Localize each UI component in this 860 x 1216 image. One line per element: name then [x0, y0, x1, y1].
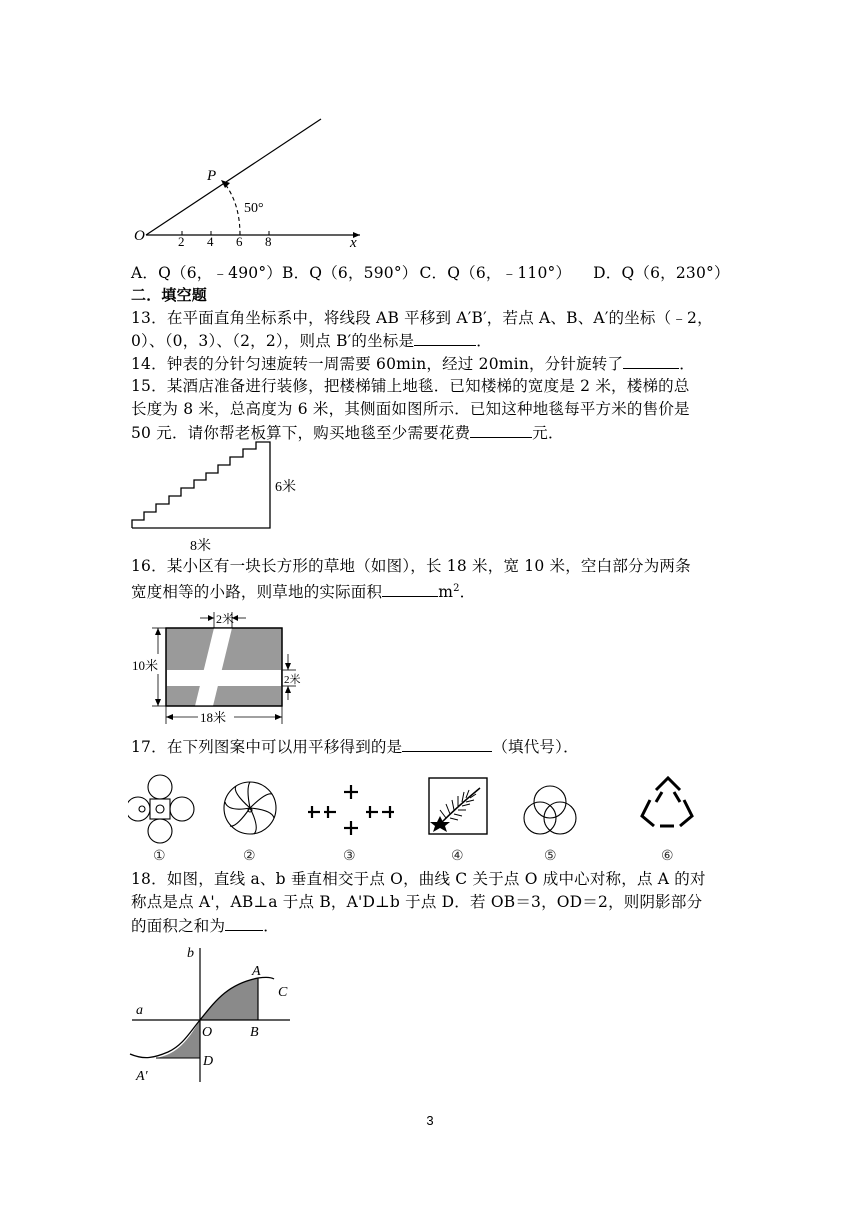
- option-c: C．Q（6，﹣110°）: [419, 264, 572, 282]
- tick-label: 4: [207, 234, 214, 249]
- q13-end: ．: [476, 332, 492, 350]
- q14-end: ．: [679, 355, 695, 373]
- q17-line: [131, 735, 731, 758]
- q18-line1: 18．如图，直线 a、b 垂直相交于点 O，曲线 C 关于点 O 成中心对称，点 A 的对: [131, 870, 706, 888]
- patterns-figure: [128, 770, 728, 866]
- pattern-3-icon: [308, 785, 394, 835]
- option-b: B．Q（6，590°）: [282, 264, 418, 282]
- q15-end: 元．: [532, 424, 564, 442]
- label-B: B: [250, 1025, 259, 1040]
- right-width-label: 2米: [284, 674, 301, 686]
- label-A-prime: A′: [136, 1069, 148, 1084]
- pattern-6-icon: [642, 778, 692, 826]
- answer-blank: [414, 329, 476, 346]
- page-number: 3: [426, 1113, 434, 1128]
- top-width-label: 2米: [216, 612, 235, 626]
- answer-blank: [470, 421, 532, 438]
- pattern-label: ⑥: [661, 849, 674, 864]
- q13-line1: 13．在平面直角坐标系中，将线段 AB 平移到 A′B′，若点 A、B、A′的坐标（﹣2，: [131, 309, 713, 327]
- q15-line2: 长度为 8 米，总高度为 6 米，其侧面如图所示．已知这种地毯每平方米的售价是: [131, 400, 690, 418]
- q16-line2: [131, 578, 731, 603]
- pattern-5-icon: [524, 786, 576, 834]
- pattern-label: ③: [343, 849, 356, 864]
- q18-line3: [131, 914, 731, 937]
- stairs-figure: [128, 440, 308, 558]
- label-C: C: [278, 985, 288, 1000]
- q16-unit: m: [438, 583, 454, 602]
- q18-end: ．: [263, 917, 279, 935]
- label-A: A: [252, 964, 261, 979]
- q13-line2: [131, 329, 731, 352]
- label-O: O: [202, 1025, 213, 1040]
- pattern-2-icon: [224, 782, 276, 834]
- bottom-length-label: 18米: [200, 710, 227, 725]
- lawn-figure: [130, 604, 310, 732]
- angle-label: 50°: [244, 201, 264, 216]
- q14-line: [131, 352, 731, 375]
- answer-blank: [623, 352, 679, 369]
- label-D: D: [203, 1054, 214, 1069]
- angle-figure: [128, 112, 368, 252]
- answer-blank: [382, 580, 438, 597]
- q18-text: 的面积之和为: [131, 917, 226, 935]
- label-b: b: [187, 946, 194, 961]
- pattern-label: ④: [451, 849, 464, 864]
- tick-label: 8: [265, 234, 272, 249]
- section-title: 二．填空题: [131, 286, 208, 304]
- option-a: A．Q（6，﹣490°）: [131, 264, 282, 282]
- height-label: 6米: [275, 480, 296, 495]
- q15-line1: 15．某酒店准备进行装修，把楼梯铺上地毯．已知楼梯的宽度是 2 米，楼梯的总: [131, 377, 690, 395]
- answer-blank: [225, 914, 263, 931]
- length-label: 8米: [190, 539, 211, 554]
- label-o: O: [134, 228, 145, 244]
- tick-label: 2: [178, 234, 185, 249]
- option-d: D．Q（6，230°）: [593, 264, 730, 282]
- q16-sup: 2: [453, 583, 460, 594]
- left-height-label: 10米: [132, 658, 159, 673]
- tick-label: 6: [236, 234, 243, 249]
- pattern-label: ⑤: [544, 849, 557, 864]
- pattern-label: ①: [153, 849, 166, 864]
- pattern-4-icon: [429, 778, 487, 834]
- answer-blank: [402, 735, 492, 752]
- pattern-1-icon: [128, 775, 194, 843]
- q16-line1: 16．某小区有一块长方形的草地（如图），长 18 米，宽 10 米，空白部分为两条: [131, 557, 691, 575]
- pattern-label: ②: [243, 849, 256, 864]
- q17-end: （填代号）．: [492, 738, 579, 756]
- label-a: a: [136, 1003, 143, 1018]
- label-p: P: [207, 168, 217, 184]
- q12-options: [131, 262, 731, 284]
- q16-end: ．: [459, 583, 476, 602]
- q16-text: 宽度相等的小路，则草地的实际面积: [131, 583, 383, 602]
- label-x: x: [350, 235, 357, 251]
- q14-text: 14．钟表的分针匀速旋转一周需要 60min，经过 20min，分针旋转了: [131, 355, 624, 373]
- q15-text: 50 元．请你帮老板算下，购买地毯至少需要花费: [131, 424, 471, 442]
- q13-text: 0）、（0，3）、（2，2），则点 B′的坐标是: [131, 332, 415, 350]
- q17-text: 17．在下列图案中可以用平移得到的是: [131, 738, 403, 756]
- curve-figure: [128, 944, 298, 1086]
- q18-line2: 称点是点 A'，AB⊥a 于点 B，A'D⊥b 于点 D．若 OB＝3，OD＝2，则阴影部分: [131, 893, 703, 911]
